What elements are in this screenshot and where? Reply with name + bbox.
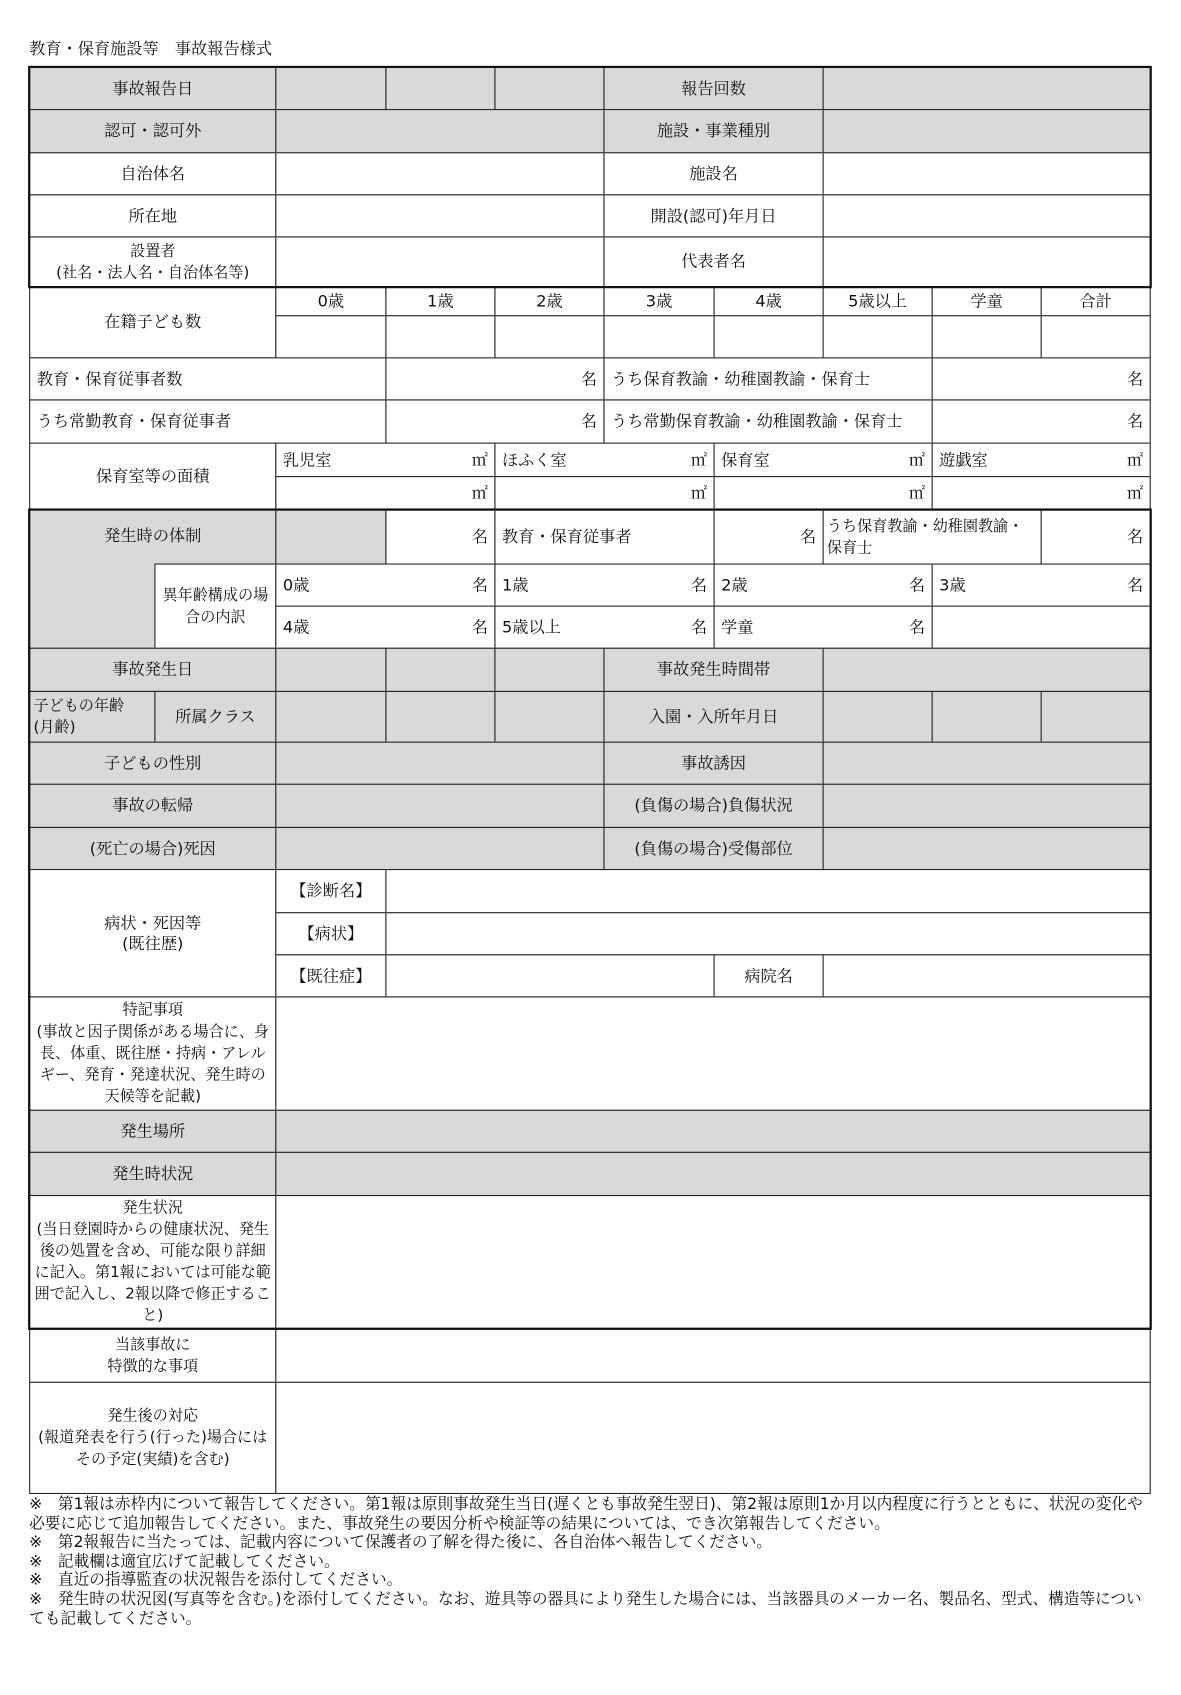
label-cell [29, 869, 276, 997]
input-cell[interactable] [494, 315, 604, 358]
cell-label: 5歳以上 [848, 290, 908, 311]
unit-label: ㎡ [908, 449, 926, 470]
label-cell [29, 194, 276, 237]
label-cell [603, 286, 714, 316]
cell-label: 代表者名 [681, 251, 746, 271]
label-cell [603, 109, 823, 153]
note-2: ※ 第2報報告に当たっては、記載内容について保護者の了解を得た後に、各自治体へ報告してください。 [29, 1534, 772, 1552]
cell-label: 【診断名】 [290, 880, 372, 901]
input-cell[interactable] [932, 606, 1151, 649]
note-1: ※ 第1報は赤枠内について報告してください。第1報は原則事故発生当日(遅くとも事故発生翌日)、第2報は原則1か月以内程度に行うとともに、状況の変化や必要に応じて追加報告してください。また、事故発生の要因分析や検証等の結果については、でき次第報告してください。 [29, 1496, 1143, 1533]
label-cell [275, 563, 495, 606]
input-cell[interactable] [823, 109, 1151, 153]
label-cell [494, 286, 604, 316]
cell-label: 4歳 [282, 616, 310, 637]
label-cell [714, 286, 824, 316]
unit-label: ㎡ [471, 483, 488, 503]
cell-label: 合計 [1079, 290, 1112, 311]
cell-label: 発生状況 (当日登園時からの健康状況、発生後の処置を含め、可能な限り詳細に記入。第1報においては可能な範囲で記入し、2報以降で修正すること) [34, 1199, 271, 1325]
notes [29, 1496, 1152, 1629]
input-cell[interactable] [275, 476, 495, 511]
cell-label: 自治体名 [120, 163, 186, 183]
input-cell[interactable] [823, 152, 1151, 195]
cell-label: 所属クラス [175, 706, 256, 726]
unit-label: 名 [1126, 526, 1144, 547]
label-cell [29, 784, 276, 828]
unit-label: 名 [690, 574, 708, 595]
label-cell [29, 1152, 276, 1196]
input-cell[interactable] [385, 399, 604, 443]
cell-label: 子どもの性別 [104, 752, 202, 773]
input-cell[interactable] [275, 996, 1150, 1110]
input-cell[interactable] [385, 510, 495, 565]
unit-label: 名 [908, 574, 926, 595]
input-cell[interactable] [385, 691, 495, 743]
input-cell[interactable] [275, 236, 604, 287]
label-cell [714, 563, 933, 606]
cell-label: 【病状】 [298, 923, 364, 943]
input-cell[interactable] [275, 742, 604, 785]
label-cell [29, 827, 276, 870]
label-cell [494, 606, 714, 649]
cell-label: 5歳以上 [501, 616, 561, 637]
cell-label: 事故発生日 [112, 659, 194, 680]
input-cell[interactable] [275, 67, 386, 110]
input-cell[interactable] [714, 510, 824, 565]
input-cell[interactable] [385, 67, 495, 110]
note-3: ※ 記載欄は適宜広げて記載してください。 [29, 1553, 340, 1571]
unit-label: ㎡ [908, 483, 926, 503]
note-4: ※ 直近の指導監査の状況報告を添付してください。 [29, 1572, 403, 1590]
cell-label: 保育室 [721, 449, 770, 470]
input-cell[interactable] [275, 1382, 1150, 1494]
cell-label: 病院名 [744, 965, 793, 986]
input-cell[interactable] [603, 315, 714, 358]
cell-label: 0歳 [317, 290, 345, 311]
unit-label: ㎡ [1126, 449, 1144, 470]
label-cell [29, 152, 276, 195]
cell-label: うち常勤教育・保育従事者 [36, 411, 232, 431]
input-cell[interactable] [823, 648, 1151, 692]
input-cell[interactable] [275, 1152, 1150, 1196]
label-cell [932, 443, 1151, 478]
input-cell[interactable] [275, 315, 386, 358]
label-cell [603, 742, 823, 785]
input-cell[interactable] [385, 315, 495, 358]
label-cell [29, 109, 276, 153]
cell-label: 開設(認可)年月日 [650, 205, 777, 226]
cell-label: 2歳 [721, 574, 748, 595]
label-cell [275, 869, 386, 913]
input-cell[interactable] [932, 357, 1151, 400]
cell-label: 2歳 [536, 290, 563, 311]
unit-label: ㎡ [1126, 483, 1144, 503]
note-5: ※ 発生時の状況図(写真等を含む。)を添付してください。なお、遊具等の器具により発生した場合には、当該器具のメーカー名、製品名、型式、構造等についても記載してください。 [29, 1591, 1142, 1628]
label-cell [603, 236, 823, 287]
cell-label: 発生場所 [120, 1121, 186, 1141]
label-cell [275, 286, 386, 316]
cell-label: うち保育教諭・幼稚園教諭・保育士 [826, 517, 1024, 557]
label-cell [932, 286, 1042, 316]
label-cell [603, 67, 823, 110]
input-cell[interactable] [932, 399, 1151, 443]
input-cell[interactable] [823, 315, 933, 358]
input-cell[interactable] [823, 954, 1151, 997]
input-cell[interactable] [494, 67, 604, 110]
input-cell[interactable] [823, 194, 1151, 237]
input-cell[interactable] [932, 691, 1042, 743]
cell-label: 学童 [721, 616, 754, 637]
cell-label: 事故報告日 [112, 78, 194, 98]
unit-label: ㎡ [471, 449, 488, 470]
cell-label: 遊戯室 [939, 449, 988, 470]
cell-label: 学童 [970, 290, 1003, 311]
label-cell [603, 152, 823, 195]
cell-label: 発生時の体制 [104, 525, 202, 546]
input-cell[interactable] [932, 315, 1042, 358]
label-cell [1041, 286, 1151, 316]
label-cell [275, 606, 495, 649]
label-cell [29, 691, 155, 743]
cell-label: 1歳 [427, 290, 454, 311]
label-cell [275, 954, 386, 997]
label-cell [29, 742, 276, 785]
cell-label: 所在地 [128, 205, 178, 226]
input-cell[interactable] [932, 476, 1151, 511]
cell-label: 4歳 [755, 290, 782, 311]
unit-label: ㎡ [690, 483, 708, 503]
input-cell[interactable] [823, 784, 1151, 828]
label-cell [932, 563, 1151, 606]
label-cell [603, 194, 823, 237]
label-cell [494, 510, 714, 565]
cell-label: 乳児室 [282, 449, 332, 470]
label-cell [154, 563, 276, 648]
label-cell [714, 606, 933, 649]
cell-label: 【既往症】 [290, 965, 372, 986]
label-cell [29, 357, 386, 400]
label-cell [29, 1110, 276, 1153]
label-cell [29, 996, 276, 1110]
cell-label: 当該事故に 特徴的な事項 [107, 1335, 199, 1375]
cell-label: 子どもの年齢 (月齢) [33, 697, 125, 737]
label-cell [603, 648, 823, 692]
cell-label: うち保育教諭・幼稚園教諭・保育士 [610, 368, 871, 389]
input-cell[interactable] [275, 784, 604, 828]
unit-label: 名 [690, 616, 708, 637]
input-cell[interactable] [1041, 510, 1151, 565]
input-cell[interactable] [494, 476, 714, 511]
input-cell[interactable] [823, 691, 933, 743]
cell-label: ほふく室 [501, 449, 567, 470]
cell-label: 在籍子ども数 [104, 311, 202, 332]
cell-label: 0歳 [282, 574, 310, 595]
unit-label: 名 [908, 616, 926, 637]
input-cell[interactable] [385, 648, 495, 692]
cell-label: 設置者 (社名・法人名・自治体名等) [56, 242, 250, 282]
unit-label: 名 [580, 411, 597, 431]
input-cell[interactable] [494, 691, 604, 743]
input-cell[interactable] [275, 109, 604, 153]
cell-label: 特記事項 (事故と因子関係がある場合に、身長、体重、既往歴・持病・アレルギー、発育・発達状況、発生時の天候等を記載) [36, 1001, 270, 1106]
cell-label: 保育室等の面積 [96, 466, 210, 486]
label-cell [494, 443, 714, 478]
unit-label: 名 [471, 526, 488, 547]
input-cell[interactable] [385, 869, 1150, 913]
unit-label: 名 [799, 526, 817, 547]
label-cell [29, 648, 276, 692]
cell-label: 施設・事業種別 [656, 120, 771, 141]
unit-label: 名 [580, 368, 597, 389]
label-cell [714, 443, 933, 478]
input-cell[interactable] [494, 648, 604, 692]
label-cell [29, 1195, 276, 1329]
label-cell [29, 286, 276, 358]
cell-label: 事故の転帰 [112, 795, 194, 816]
label-cell [29, 67, 276, 110]
unit-label: 名 [1126, 368, 1144, 389]
cell-label: 入園・入所年月日 [648, 706, 779, 726]
label-cell [603, 784, 823, 828]
label-cell [823, 510, 1042, 565]
label-cell [154, 691, 276, 743]
cell-label: 異年齢構成の場合の内訳 [162, 586, 269, 626]
unit-label: 名 [471, 574, 488, 595]
input-cell[interactable] [275, 691, 386, 743]
input-cell[interactable] [275, 827, 604, 870]
cell-label: 事故発生時間帯 [656, 659, 771, 680]
label-cell [603, 399, 932, 443]
label-cell [603, 691, 823, 743]
input-cell[interactable] [823, 67, 1151, 110]
cell-label: (負傷の場合)負傷状況 [634, 795, 793, 816]
label-cell [385, 286, 495, 316]
label-cell [714, 954, 824, 997]
input-cell[interactable] [275, 1195, 1150, 1329]
cell-label: 教育・保育従事者数 [36, 368, 183, 389]
cell-label: (負傷の場合)受傷部位 [634, 838, 793, 858]
input-cell[interactable] [714, 476, 933, 511]
cell-label: (死亡の場合)死因 [89, 838, 216, 858]
label-cell [29, 443, 276, 511]
input-cell[interactable] [823, 827, 1151, 870]
cell-label: 発生後の対応 (報道発表を行う(行った)場合にはその予定(実績)を含む) [38, 1407, 268, 1469]
cell-label: 教育・保育従事者 [501, 526, 632, 547]
input-cell[interactable] [275, 152, 604, 195]
label-cell [29, 236, 276, 287]
cell-label: 1歳 [501, 574, 529, 595]
cell-label: 3歳 [939, 574, 966, 595]
input-cell[interactable] [1041, 691, 1151, 743]
input-cell[interactable] [714, 315, 824, 358]
unit-label: 名 [471, 616, 488, 637]
label-cell [494, 563, 714, 606]
cell-label: 報告回数 [681, 78, 746, 98]
cell-label: 認可・認可外 [104, 120, 202, 141]
label-cell [823, 286, 933, 316]
cell-label: 施設名 [689, 163, 738, 183]
input-cell[interactable] [385, 357, 604, 400]
label-cell [603, 827, 823, 870]
input-cell[interactable] [275, 648, 386, 692]
input-cell[interactable] [275, 194, 604, 237]
input-cell[interactable] [823, 236, 1151, 287]
label-cell [29, 1328, 276, 1383]
unit-label: ㎡ [690, 449, 708, 470]
cell-label: 病状・死因等 (既往歴) [104, 912, 202, 953]
page-title: 教育・保育施設等 事故報告様式 [29, 38, 273, 59]
input-cell[interactable] [275, 510, 386, 565]
cell-label: 3歳 [645, 290, 673, 311]
input-cell[interactable] [385, 954, 714, 997]
input-cell[interactable] [385, 912, 1150, 955]
unit-label: 名 [1126, 411, 1144, 431]
cell-label: 発生時状況 [112, 1163, 194, 1184]
input-cell[interactable] [275, 1110, 1150, 1153]
unit-label: 名 [1126, 574, 1144, 595]
input-cell[interactable] [275, 1328, 1150, 1383]
label-cell [29, 1382, 276, 1494]
input-cell[interactable] [823, 742, 1151, 785]
label-cell [29, 399, 386, 443]
input-cell[interactable] [1041, 315, 1151, 358]
label-cell [275, 443, 495, 478]
cell-label: 事故誘因 [681, 752, 746, 773]
label-cell [275, 912, 386, 955]
label-cell [603, 357, 932, 400]
cell-label: うち常勤保育教諭・幼稚園教諭・保育士 [610, 411, 903, 431]
